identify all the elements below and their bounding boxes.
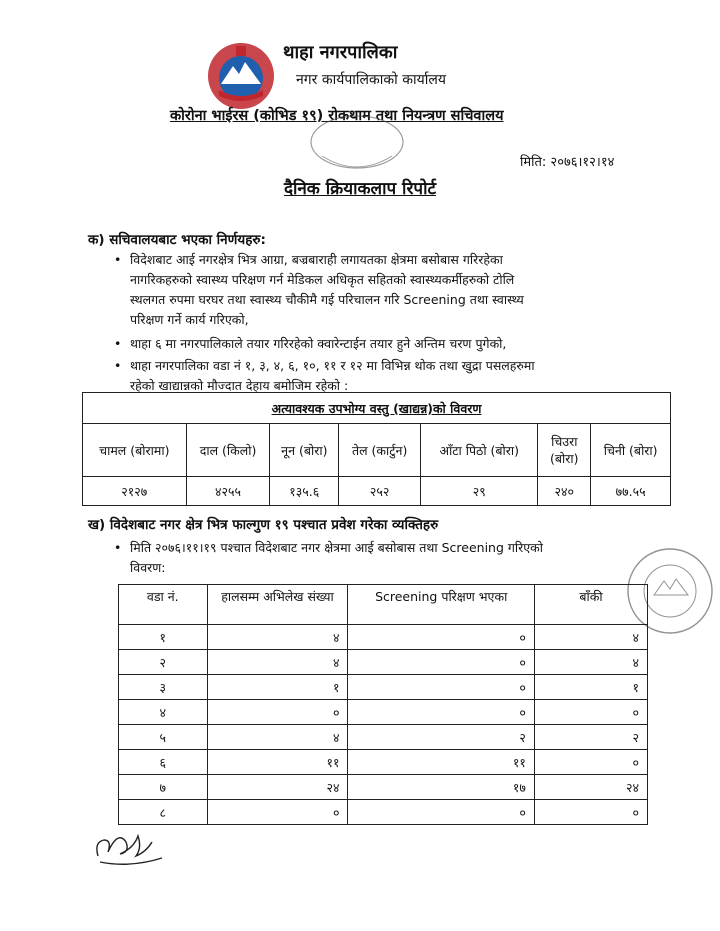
table-cell: २ bbox=[534, 725, 647, 750]
table-cell: २ bbox=[348, 725, 534, 750]
bullet-line: मिति २०७६।११।१९ पश्चात विदेशबाट नगर क्षेत्रमा आई बसोबास तथा Screening गरिएको bbox=[130, 540, 544, 555]
table-row bbox=[119, 800, 648, 825]
table-cell: ४ bbox=[207, 725, 348, 750]
food-stock-table bbox=[82, 392, 671, 506]
section-b-bullet bbox=[114, 538, 630, 578]
signature-icon bbox=[90, 812, 170, 872]
table-cell: ५ bbox=[119, 725, 208, 750]
org-subtitle: नगर कार्यपालिकाको कार्यालय bbox=[296, 72, 446, 88]
table-cell: ११ bbox=[348, 750, 534, 775]
bullet-line: परिक्षण गर्ने कार्य गरिएको, bbox=[130, 312, 249, 327]
table-cell: ० bbox=[534, 800, 647, 825]
section-a-heading: क) सचिवालयबाट भएका निर्णयहरु: bbox=[88, 232, 266, 248]
bullet-icon: • bbox=[114, 358, 122, 373]
table-cell: ३ bbox=[119, 675, 208, 700]
column-header: हालसम्म अभिलेख संख्या bbox=[207, 585, 348, 625]
table-cell: ० bbox=[348, 650, 534, 675]
column-header: Screening परिक्षण भएका bbox=[348, 585, 534, 625]
table-cell: ४ bbox=[207, 625, 348, 650]
column-header: वडा नं. bbox=[119, 585, 208, 625]
table-row bbox=[119, 625, 648, 650]
seal-stamp-icon bbox=[302, 112, 412, 182]
bullet-line: विदेशबाट आई नगरक्षेत्र भित्र आग्रा, बज्रबाराही लगायतका क्षेत्रमा बसोबास गरिरहेका bbox=[130, 252, 503, 267]
bullet-line: स्थलगत रुपमा घरघर तथा स्वास्थ्य चौकीमै गई परिचालन गरि Screening तथा स्वास्थ्य bbox=[130, 292, 524, 307]
table-cell: १ bbox=[534, 675, 647, 700]
table-row bbox=[119, 775, 648, 800]
bullet-line: थाहा नगरपालिका वडा नं १, ३, ४, ६, १०, ११ र १२ मा विभिन्न थोक तथा खुद्रा पसलहरुमा bbox=[130, 358, 535, 373]
table-cell: २४ bbox=[207, 775, 348, 800]
secretariat-title: कोरोना भाईरस (कोभिड १९) रोकथाम तथा नियन्त्रण सचिवालय bbox=[170, 108, 504, 124]
table-row bbox=[119, 725, 648, 750]
table-row bbox=[119, 650, 648, 675]
section-a-bullet-1 bbox=[114, 250, 670, 330]
column-header: नून (बोरा) bbox=[270, 424, 339, 477]
table-cell: ० bbox=[534, 700, 647, 725]
table-cell: १ bbox=[119, 625, 208, 650]
table-caption: अत्यावश्यक उपभोग्य वस्तु (खाद्यन्न)को विवरण bbox=[83, 393, 671, 424]
table-cell: ४ bbox=[534, 625, 647, 650]
table-cell: ० bbox=[348, 800, 534, 825]
screening-table bbox=[118, 584, 648, 825]
table-cell: ४ bbox=[534, 650, 647, 675]
table-cell: ७७.५५ bbox=[591, 477, 671, 506]
column-header: चिनी (बोरा) bbox=[591, 424, 671, 477]
bullet-icon: • bbox=[114, 252, 122, 267]
table-cell: १३५.६ bbox=[270, 477, 339, 506]
report-title: दैनिक क्रियाकलाप रिपोर्ट bbox=[283, 179, 437, 199]
table-cell: ७ bbox=[119, 775, 208, 800]
emblem-icon bbox=[205, 40, 277, 112]
table-cell: ४ bbox=[119, 700, 208, 725]
column-header: दाल (किलो) bbox=[186, 424, 270, 477]
section-a-bullet-3 bbox=[114, 356, 670, 396]
table-row bbox=[119, 750, 648, 775]
bullet-line: नागरिकहरुको स्वास्थ्य परिक्षण गर्न मेडिकल अधिकृत सहितको स्वास्थ्यकर्मीहरुको टोलि bbox=[130, 272, 515, 287]
table-cell: २४ bbox=[534, 775, 647, 800]
table-cell: २१२७ bbox=[83, 477, 187, 506]
section-a-bullet-2 bbox=[114, 334, 670, 354]
bullet-line: रहेको खाद्यान्नको मौज्दात देहाय बमोजिम रहेको : bbox=[130, 378, 349, 393]
table-cell: ४२५५ bbox=[186, 477, 270, 506]
table-cell: २ bbox=[119, 650, 208, 675]
table-cell: ६ bbox=[119, 750, 208, 775]
table-cell: ० bbox=[534, 750, 647, 775]
table-cell: ४ bbox=[207, 650, 348, 675]
table-cell: २५२ bbox=[339, 477, 421, 506]
table-cell: २४० bbox=[538, 477, 591, 506]
table-cell: ० bbox=[207, 800, 348, 825]
table-cell: १७ bbox=[348, 775, 534, 800]
table-row bbox=[119, 675, 648, 700]
bullet-icon: • bbox=[114, 336, 122, 351]
table-cell: ० bbox=[348, 700, 534, 725]
table-cell: ० bbox=[348, 625, 534, 650]
table-row bbox=[119, 700, 648, 725]
table-cell: ० bbox=[207, 700, 348, 725]
org-title: थाहा नगरपालिका bbox=[283, 42, 398, 63]
column-header: बाँकी bbox=[534, 585, 647, 625]
column-header: चिउरा (बोरा) bbox=[538, 424, 591, 477]
bullet-icon: • bbox=[114, 540, 122, 555]
table-cell: ११ bbox=[207, 750, 348, 775]
column-header: चामल (बोरामा) bbox=[83, 424, 187, 477]
table-cell: २९ bbox=[421, 477, 538, 506]
table-cell: १ bbox=[207, 675, 348, 700]
section-b-heading: ख) विदेशबाट नगर क्षेत्र भित्र फाल्गुण १९ पश्चात प्रवेश गरेका व्यक्तिहरु bbox=[88, 517, 439, 533]
table-cell: ० bbox=[348, 675, 534, 700]
bullet-line: विवरण: bbox=[130, 560, 166, 575]
table-cell: ८ bbox=[119, 800, 208, 825]
report-date: मिति: २०७६।१२।१४ bbox=[520, 155, 615, 170]
bullet-line: थाहा ६ मा नगरपालिकाले तयार गरिरहेको क्वारेन्टाईन तयार हुने अन्तिम चरण पुगेको, bbox=[130, 336, 507, 351]
column-header: आँटा पिठो (बोरा) bbox=[421, 424, 538, 477]
column-header: तेल (कार्टुन) bbox=[339, 424, 421, 477]
